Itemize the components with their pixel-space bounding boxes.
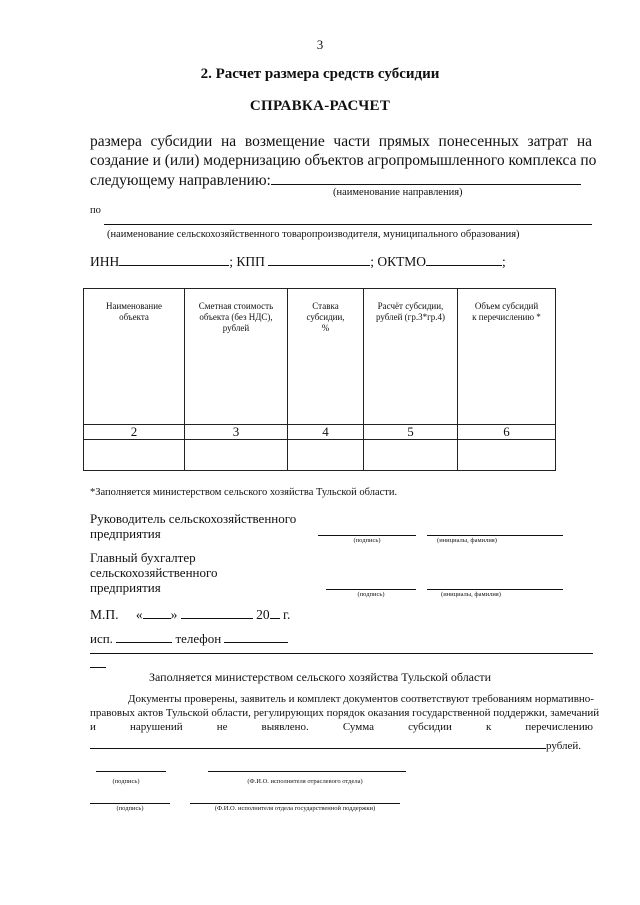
inn-field[interactable] (119, 251, 229, 266)
ministry-line-1: Документы проверены, заявитель и комплект документов соответствуют требованиям нормативно- (128, 693, 594, 705)
col-number-2: 2 (84, 425, 185, 440)
head-label-line-2: предприятия (90, 526, 161, 541)
producer-caption: (наименование сельскохозяйственного товаропроизводителя, муниципального образования) (107, 229, 520, 240)
ministry-title: Заполняется министерством сельского хозяйства Тульской области (148, 670, 492, 684)
year-prefix: 20 (256, 607, 270, 622)
header-estimated-cost-text: Сметная стоимость объекта (без НДС), рублей (198, 301, 274, 333)
header-transfer-volume-text: Объем субсидий к перечислению * (472, 301, 541, 322)
purpose-line-1: размера субсидии на возмещение части прямых понесенных затрат на (90, 133, 592, 150)
phone-field[interactable] (224, 628, 288, 643)
sector-name-field[interactable] (208, 771, 406, 772)
head-name-caption: (инициалы, фамилия) (437, 537, 497, 544)
sector-signature-field[interactable] (96, 771, 166, 772)
word: не (216, 721, 228, 733)
table-row (84, 440, 556, 471)
cell-transfer-volume[interactable] (458, 440, 556, 471)
accountant-label-line-2: сельскохозяйственного (90, 565, 218, 580)
kpp-field[interactable] (268, 251, 370, 266)
header-subsidy-calc-text: Расчёт субсидии, рублей (гр.3*гр.4) (375, 301, 446, 322)
accountant-label-line-3: предприятия (90, 580, 161, 595)
sector-fio-caption: (Ф.И.О. исполнителя отраслевого отдела) (247, 778, 363, 785)
support-name-field[interactable] (190, 803, 400, 804)
phone-label: телефон (175, 631, 222, 646)
word: к (485, 721, 492, 733)
day-field[interactable] (143, 604, 171, 619)
header-subsidy-rate-text: Ставка субсидии, % (306, 301, 345, 333)
rub-label: рублей. (546, 740, 582, 752)
table-note: *Заполняется министерством сельского хозяйства Тульской области. (90, 487, 398, 498)
accountant-sign-caption: (подпись) (357, 591, 385, 598)
word: перечислению (525, 721, 593, 733)
word: нарушений (129, 721, 183, 733)
ministry-line-4 (90, 734, 593, 753)
page-number: 3 (316, 37, 324, 52)
cell-subsidy-calc[interactable] (364, 440, 458, 471)
word: и (90, 721, 96, 733)
year-field[interactable] (270, 604, 280, 619)
support-fio-caption: (Ф.И.О. исполнителя отдела государственной поддержки) (214, 805, 376, 812)
accountant-name-field[interactable] (427, 589, 563, 590)
oktmo-field[interactable] (426, 251, 502, 266)
executor-label: исп. (90, 631, 113, 646)
cell-estimated-cost[interactable] (185, 440, 288, 471)
po-label: по (90, 205, 101, 216)
support-signature-field[interactable] (90, 803, 170, 804)
ministry-line-3 (90, 720, 593, 734)
quote-open: « (135, 607, 143, 622)
table-row (84, 425, 556, 440)
cell-subsidy-rate[interactable] (288, 440, 364, 471)
head-label-line-1: Руководитель сельскохозяйственного (90, 511, 297, 526)
head-sign-caption: (подпись) (353, 537, 381, 544)
inn-label: ИНН (90, 254, 120, 269)
producer-field[interactable] (104, 224, 592, 225)
accountant-label-line-1: Главный бухгалтер (90, 550, 196, 565)
col-number-6: 6 (458, 425, 556, 440)
ids-end: ; (501, 254, 506, 269)
ministry-paragraph (90, 692, 600, 753)
subsidy-amount-field[interactable] (90, 736, 546, 749)
header-transfer-volume (458, 289, 556, 425)
calculation-table (83, 288, 556, 471)
mp-label: М.П. (90, 607, 119, 622)
header-object-name-text: Наименование объекта (105, 301, 163, 322)
sector-sign-caption: (подпись) (112, 778, 140, 785)
accountant-signature-field[interactable] (326, 589, 416, 590)
stamp-date-row (90, 604, 290, 623)
head-name-field[interactable] (427, 535, 563, 536)
direction-field[interactable] (271, 170, 581, 185)
header-subsidy-rate (288, 289, 364, 425)
cell-object-name[interactable] (84, 440, 185, 471)
accountant-name-caption: (инициалы, фамилия) (441, 591, 501, 598)
word: выявлено. (261, 721, 309, 733)
purpose-line-2: создание и (или) модернизацию объектов агропромышленного комплекса по (90, 152, 597, 169)
support-sign-caption: (подпись) (116, 805, 144, 812)
col-number-3: 3 (185, 425, 288, 440)
separator-line (90, 653, 593, 654)
document-title: СПРАВКА-РАСЧЕТ (249, 98, 391, 114)
quote-close: » (170, 607, 178, 622)
kpp-label: ; КПП (229, 254, 265, 269)
oktmo-label: ; ОКТМО (370, 254, 426, 269)
table-header-row (84, 289, 556, 425)
accountant-label (90, 550, 218, 595)
header-estimated-cost (185, 289, 288, 425)
purpose-line-3-text: следующему направлению: (90, 172, 271, 189)
word: Сумма (342, 721, 374, 733)
col-number-5: 5 (364, 425, 458, 440)
section-title: 2. Расчет размера средств субсидии (200, 66, 440, 82)
head-label (90, 511, 296, 541)
header-object-name (84, 289, 185, 425)
word: субсидии (408, 721, 452, 733)
separator-dash (90, 667, 106, 668)
month-field[interactable] (181, 604, 253, 619)
direction-caption: (наименование направления) (333, 187, 463, 198)
head-signature-field[interactable] (318, 535, 416, 536)
year-suffix: г. (283, 607, 291, 622)
purpose-paragraph (90, 132, 597, 190)
executor-row (90, 628, 288, 647)
col-number-4: 4 (288, 425, 364, 440)
ministry-line-2: правовых актов Тульской области, регулирующих порядок оказания государственной поддержки, замечаний (90, 707, 600, 719)
identifiers-row (90, 251, 506, 270)
executor-field[interactable] (116, 628, 172, 643)
header-subsidy-calc (364, 289, 458, 425)
